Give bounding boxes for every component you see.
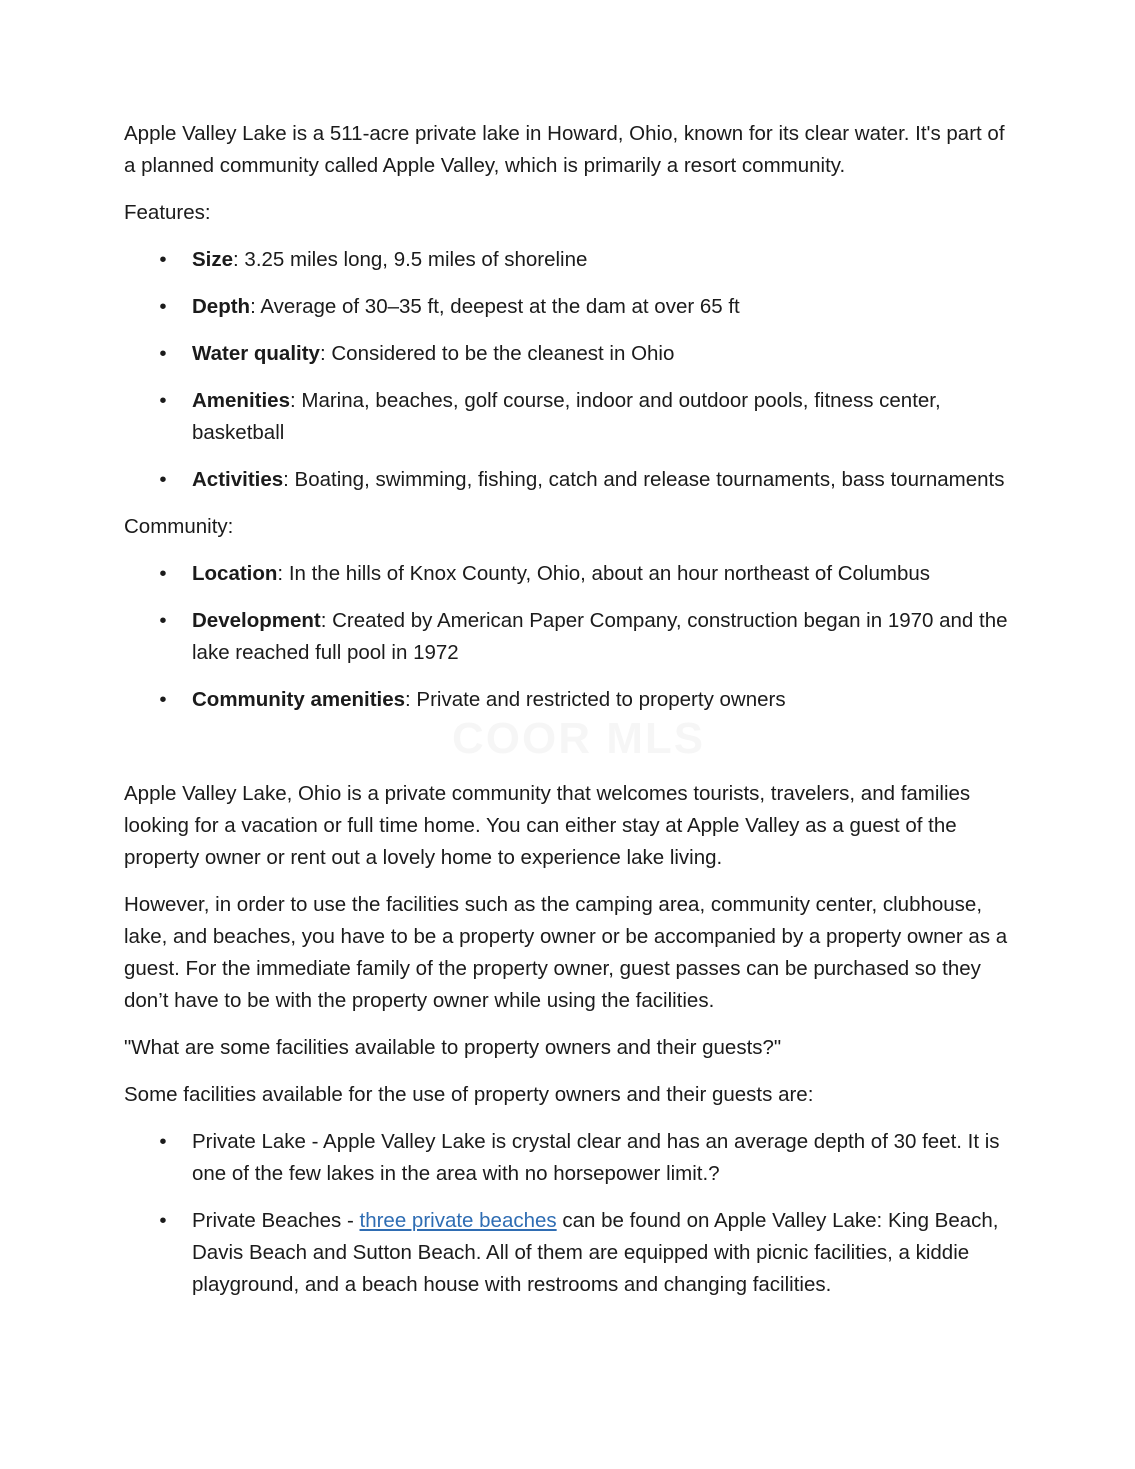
community-paragraph: Apple Valley Lake, Ohio is a private community that welcomes tourists, travelers, and families looking for a vacation or full time home. You can either stay at Apple Valley as a guest of the property owner or rent out a lovely home to experience lake living. — [124, 782, 971, 869]
community-heading: Community: — [124, 515, 234, 538]
bullet-icon: • — [159, 688, 167, 711]
bullet-icon: • — [159, 562, 167, 585]
features-list — [124, 244, 1014, 496]
item-text: : Private and restricted to property owners — [405, 688, 786, 711]
item-label: Activities — [192, 468, 284, 491]
section-spacer — [124, 731, 1014, 778]
facilities-access-paragraph: However, in order to use the facilities such as the camping area, community center, clubhouse, lake, and beaches, you have to be a property owner or be accompanied by a property owner as a guest. For the immediate family of the property owner, guest passes can be purchased so they don’t have to be with the property owner while using the facilities. — [124, 893, 1008, 1012]
list-item — [124, 464, 1014, 496]
list-item — [124, 338, 1014, 370]
item-label: Amenities — [192, 389, 290, 412]
bullet-icon: • — [159, 248, 167, 271]
item-label: Size — [192, 248, 234, 271]
intro-paragraph: Apple Valley Lake is a 511-acre private lake in Howard, Ohio, known for its clear water. It's part of a planned community called Apple Valley, which is primarily a resort community. — [124, 122, 1005, 177]
item-text: Private Lake - Apple Valley Lake is crystal clear and has an average depth of 30 feet. It is one of the few lakes in the area with no horsepower limit.? — [192, 1130, 1000, 1185]
list-item — [124, 291, 1014, 323]
list-item — [124, 1205, 1014, 1301]
list-item — [124, 244, 1014, 276]
item-prefix: Private Beaches - — [192, 1209, 360, 1232]
facilities-list — [124, 1126, 1014, 1301]
item-text: : Marina, beaches, golf course, indoor and outdoor pools, fitness center, basketball — [192, 389, 941, 444]
item-text: : Created by American Paper Company, construction began in 1970 and the lake reached full pool in 1972 — [192, 609, 1008, 664]
community-list — [124, 558, 1014, 716]
item-label: Location — [192, 562, 278, 585]
item-label: Water quality — [192, 342, 320, 365]
item-text: : In the hills of Knox County, Ohio, about an hour northeast of Columbus — [277, 562, 931, 585]
list-item — [124, 385, 1014, 449]
bullet-icon: • — [159, 342, 167, 365]
bullet-icon: • — [159, 1130, 167, 1153]
bullet-icon: • — [159, 295, 167, 318]
bullet-icon: • — [159, 389, 167, 412]
features-heading: Features: — [124, 201, 211, 224]
bullet-icon: • — [159, 609, 167, 632]
list-item — [124, 1126, 1014, 1190]
bullet-icon: • — [159, 468, 167, 491]
item-text: : Average of 30–35 ft, deepest at the dam at over 65 ft — [250, 295, 740, 318]
item-text: : Considered to be the cleanest in Ohio — [319, 342, 675, 365]
bullet-icon: • — [159, 1209, 167, 1232]
facilities-intro: Some facilities available for the use of property owners and their guests are: — [124, 1083, 814, 1106]
document-page — [124, 118, 1014, 1316]
list-item — [124, 684, 1014, 716]
item-text: can be found on Apple Valley Lake: King Beach, Davis Beach and Sutton Beach. All of them are equipped with picnic facilities, a kiddie playground, and a beach house with restrooms and changing facilities. — [192, 1209, 999, 1296]
item-label: Depth — [192, 295, 251, 318]
question-line: "What are some facilities available to property owners and their guests?" — [124, 1036, 782, 1059]
list-item — [124, 605, 1014, 669]
list-item — [124, 558, 1014, 590]
item-label: Development — [192, 609, 321, 632]
item-label: Community amenities — [192, 688, 406, 711]
three-private-beaches-link[interactable]: three private beaches — [359, 1209, 557, 1232]
item-text: : 3.25 miles long, 9.5 miles of shoreline — [233, 248, 588, 271]
item-text: : Boating, swimming, fishing, catch and release tournaments, bass tournaments — [283, 468, 1005, 491]
